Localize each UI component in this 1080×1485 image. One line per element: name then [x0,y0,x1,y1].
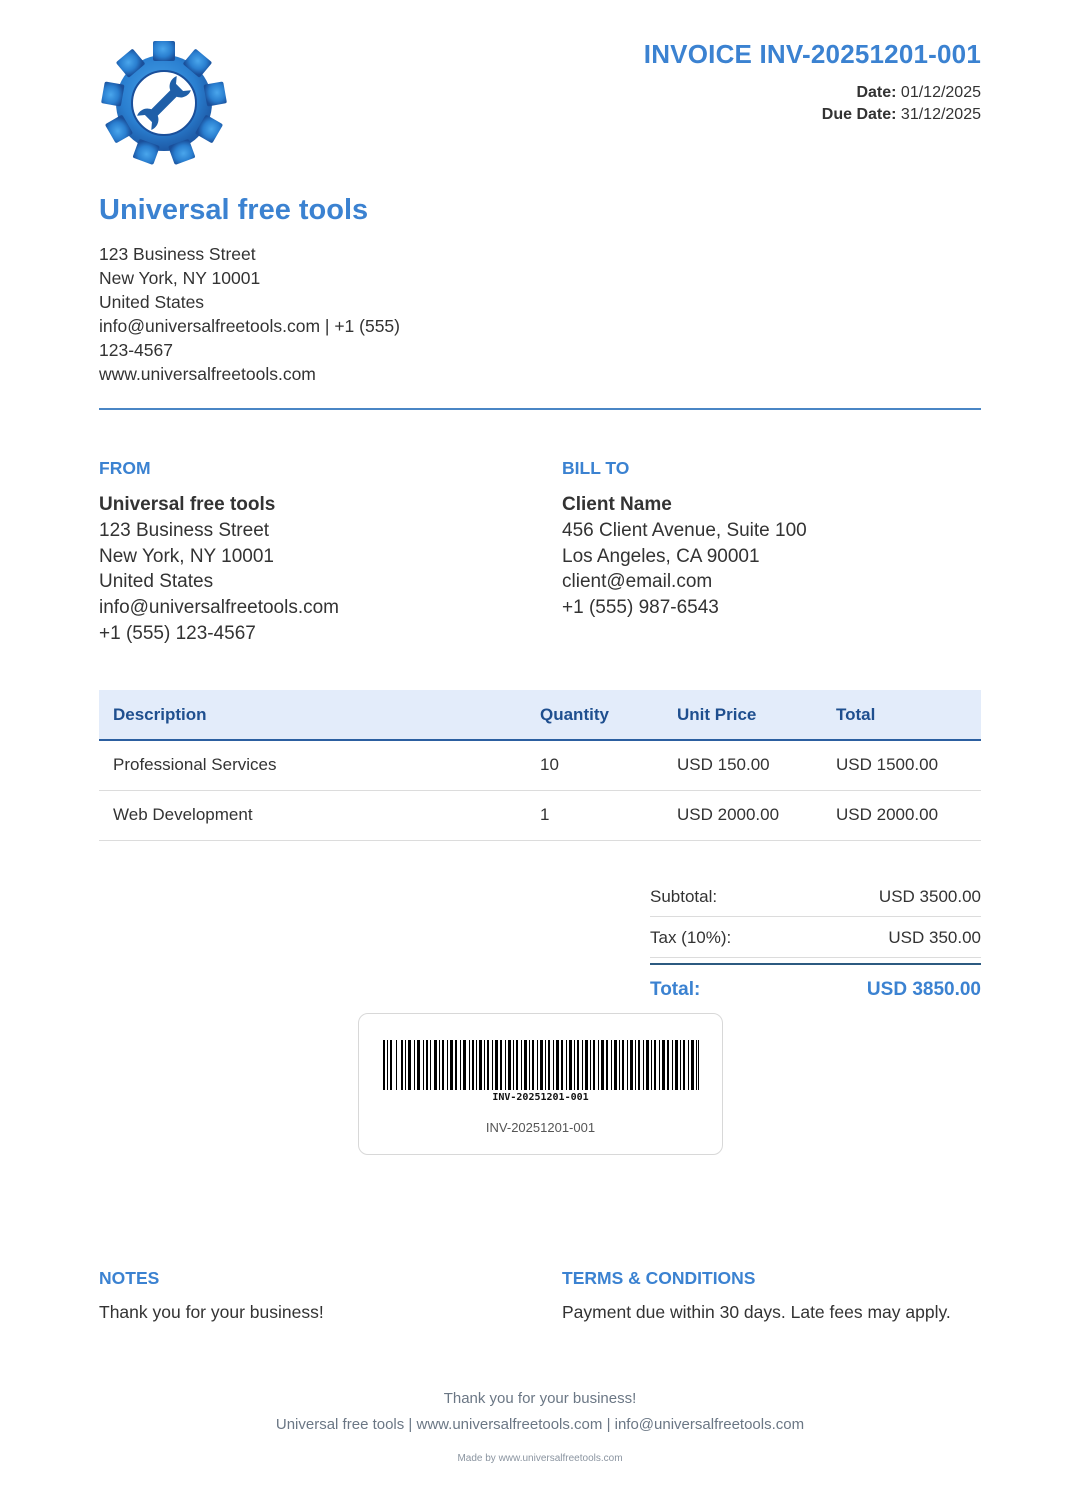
notes-text: Thank you for your business! [99,1302,324,1322]
notes-block [99,1266,519,1324]
company-block [99,192,429,386]
terms-text: Payment due within 30 days. Late fees may apply. [562,1302,951,1322]
footer-contact: Universal free tools | www.universalfreetools.com | info@universalfreetools.com [275,1416,805,1433]
table-header-row [99,690,981,740]
company-name: Universal free tools [99,194,369,226]
from-name: Universal free tools [99,494,276,515]
grand-total-row: Total: USD 3850.00 [650,963,981,1011]
col-quantity: Quantity [526,690,663,740]
bill-to-block [562,456,982,621]
bill-to-details: Client Name 456 Client Avenue, Suite 100 Los Angeles, CA 90001 client@email.com +1 (555) 987-6543 [562,492,982,621]
gear-wrench-icon [99,38,229,168]
col-total: Total [822,690,981,740]
invoice-date: Date: 01/12/2025 [856,84,981,101]
header-divider [99,408,981,410]
barcode-encoded-text: INV-20251201-001 [492,1092,589,1103]
terms-block [562,1266,982,1324]
bill-to-name: Client Name [562,494,672,515]
terms-label: TERMS & CONDITIONS [562,1268,756,1288]
invoice-dates [644,82,981,126]
from-details: Universal free tools 123 Business Street New York, NY 10001 United States info@universalfreetools.com +1 (555) 123-4567 [99,492,519,647]
barcode-card [358,1013,723,1155]
from-block [99,456,519,647]
from-label: FROM [99,458,151,478]
table-row: Professional Services 10 USD 150.00 USD 1500.00 [99,740,981,790]
bill-to-label: BILL TO [562,458,630,478]
subtotal-row: Subtotal: USD 3500.00 [650,876,981,917]
col-description: Description [99,690,526,740]
totals-block [650,876,981,1011]
table-row: Web Development 1 USD 2000.00 USD 2000.00 [99,790,981,840]
barcode-icon [383,1040,699,1090]
invoice-due-date: Due Date: 31/12/2025 [821,106,981,123]
line-items-table [99,690,981,841]
company-address: 123 Business Street New York, NY 10001 United States info@universalfreetools.com | +1 (555) 123-4567 www.universalfreetools.com [99,244,400,384]
barcode-caption: INV-20251201-001 [485,1120,596,1135]
notes-label: NOTES [99,1268,160,1288]
tax-row: Tax (10%): USD 350.00 [650,917,981,958]
footer-thanks: Thank you for your business! [443,1390,637,1407]
footer-made-by: Made by www.universalfreetools.com [457,1453,623,1464]
footer [0,1388,1080,1466]
invoice-header [644,38,981,126]
col-unit-price: Unit Price [663,690,822,740]
invoice-title: INVOICE INV-20251201-001 [643,39,981,69]
